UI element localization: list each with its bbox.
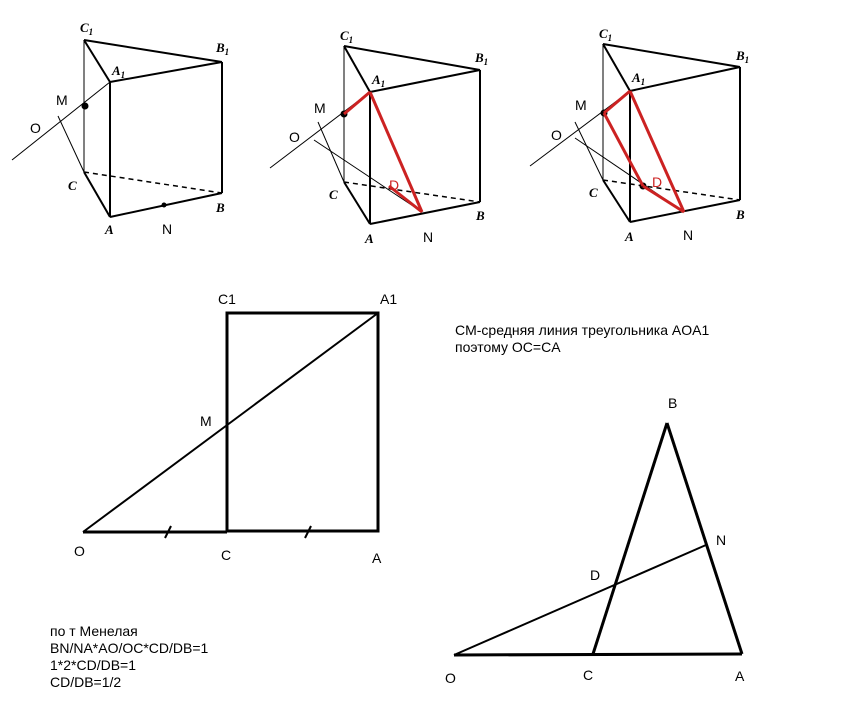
prism3-label-m: M — [575, 97, 587, 113]
prism2-label-a1: $A_1$ — [372, 72, 386, 89]
midline-note — [455, 322, 709, 356]
tri-label-n: N — [716, 532, 727, 548]
prism1-label-b1: $B_1$ — [216, 40, 230, 57]
prism3-label-n: N — [683, 227, 694, 243]
prism3-label-a: A — [625, 229, 634, 244]
rect-label-o: O — [74, 543, 85, 559]
prism1-label-a: A — [105, 222, 114, 237]
prism2-label-c: C — [329, 187, 338, 202]
triangle-figure — [454, 423, 742, 655]
midline-note-line1: CM-средняя линия треугольника AOA1 — [455, 322, 710, 338]
prism2-label-c1: $C_1$ — [340, 28, 354, 45]
prism2-label-b1: $B_1$ — [475, 50, 489, 67]
rect-label-a: A — [372, 550, 382, 566]
prism1-label-n: N — [162, 221, 173, 237]
rect-label-c1: C1 — [218, 291, 236, 307]
prism3-label-c1: $C_1$ — [599, 26, 613, 43]
prism2-label-d: D — [389, 177, 400, 193]
prism2-label-o: O — [289, 129, 300, 145]
prism1-label-m: M — [56, 92, 68, 108]
prism1-label-o: O — [30, 120, 41, 136]
prism2-label-n: N — [423, 229, 434, 245]
tri-label-a: A — [735, 668, 745, 684]
rect-figure — [83, 313, 378, 538]
menelaus-note — [50, 623, 208, 691]
menelaus-note-line3: 1*2*CD/DB=1 — [50, 657, 136, 673]
prism1-label-b: B — [216, 200, 225, 215]
prism3-section-highlight — [604, 91, 684, 212]
menelaus-note-line1: по т Менелая — [50, 623, 138, 639]
prism3-label-d: D — [652, 174, 663, 190]
prism2-label-b: B — [476, 208, 485, 223]
prism3-label-c: C — [589, 185, 598, 200]
prism2-label-a: A — [365, 231, 374, 246]
prism2-label-m: M — [314, 100, 326, 116]
midline-note-line2: поэтому OC=CA — [455, 339, 561, 355]
tri-label-c: C — [583, 667, 594, 683]
prism2-section-highlight — [344, 92, 422, 212]
tri-label-b: B — [668, 395, 678, 411]
prism3-label-a1: $A_1$ — [632, 70, 646, 87]
rect-label-m: M — [200, 413, 212, 429]
rect-label-a1: A1 — [380, 291, 398, 307]
prism1-label-c1: $C_1$ — [80, 20, 94, 37]
prism1-label-c: C — [68, 178, 77, 193]
prism1-label-a1: $A_1$ — [112, 63, 126, 80]
menelaus-note-line2: BN/NA*AO/OC*CD/DB=1 — [50, 640, 209, 656]
prism3-label-b: B — [736, 207, 745, 222]
tri-label-o: O — [445, 670, 456, 686]
menelaus-note-line4: CD/DB=1/2 — [50, 674, 122, 690]
prism3-label-o: O — [551, 127, 562, 143]
rect-label-c: C — [221, 547, 232, 563]
tri-label-d: D — [590, 567, 601, 583]
prism3-label-b1: $B_1$ — [736, 48, 750, 65]
